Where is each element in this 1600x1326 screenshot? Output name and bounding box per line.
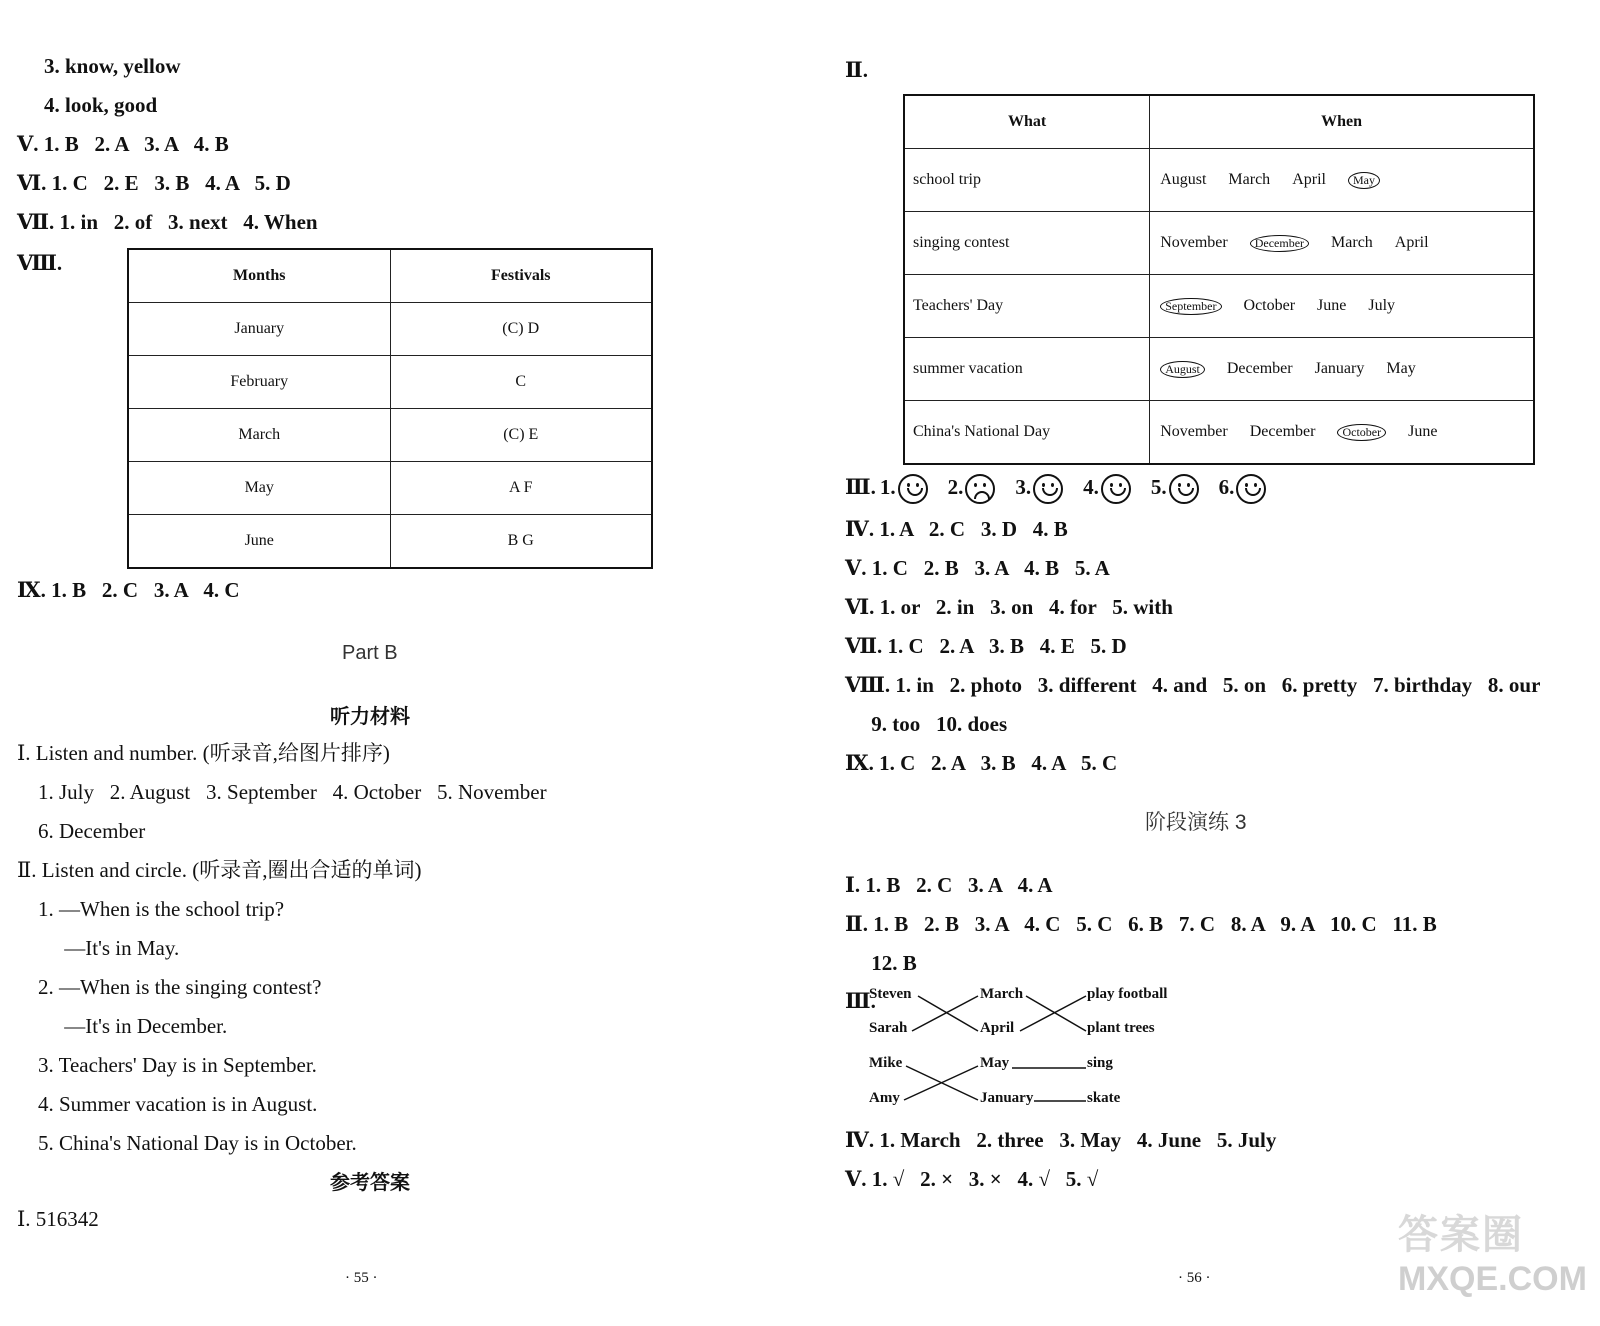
circled-month: August xyxy=(1160,361,1205,378)
what-cell: Teachers' Day xyxy=(904,275,1150,338)
answer-line: Ⅶ. 1. in 2. of 3. next 4. When xyxy=(17,210,318,234)
listening-line: Ⅱ. Listen and circle. (听录音,圈出合适的单词) xyxy=(17,858,422,882)
table-cell: (C) E xyxy=(390,409,652,462)
table-header: Festivals xyxy=(390,249,652,303)
item-number: 1. xyxy=(879,475,896,499)
answer-line: Ⅷ. 1. in 2. photo 3. different 4. and 5. on 6. pretty 7. birthday 8. our xyxy=(845,673,1541,697)
month-option: April xyxy=(1394,234,1429,251)
listening-line: Ⅰ. Listen and number. (听录音,给图片排序) xyxy=(17,741,390,765)
circled-month: September xyxy=(1160,298,1221,315)
answer-line: Ⅰ. 1. B 2. C 3. A 4. A xyxy=(845,873,1053,897)
section-label: Ⅱ. xyxy=(845,58,868,82)
listening-line: 1. —When is the school trip? xyxy=(17,897,285,921)
answer-line: Ⅰ. 516342 xyxy=(17,1207,99,1231)
answer-line: Ⅴ. 1. √ 2. × 3. × 4. √ 5. √ xyxy=(845,1167,1099,1191)
table-cell: January xyxy=(128,303,390,356)
answer-line: Ⅶ. 1. C 2. A 3. B 4. E 5. D xyxy=(845,634,1127,658)
part-title: Part B xyxy=(342,642,398,664)
answer-line: 12. B xyxy=(845,951,917,975)
month-option: November xyxy=(1160,423,1228,440)
answer-line: Ⅷ. xyxy=(17,251,63,275)
month-option: August xyxy=(1160,171,1207,188)
table-cell: C xyxy=(390,356,652,409)
answer-line: Ⅵ. 1. or 2. in 3. on 4. for 5. with xyxy=(845,595,1173,619)
listening-line: 2. —When is the singing contest? xyxy=(17,975,322,999)
month-option: June xyxy=(1408,423,1438,440)
circled-month: October xyxy=(1337,424,1386,441)
month-option: January xyxy=(1314,360,1365,377)
match-name: Sarah xyxy=(869,1020,908,1036)
listening-line: —It's in December. xyxy=(17,1014,228,1038)
item-number: 2. xyxy=(947,475,964,499)
listening-line: 5. China's National Day is in October. xyxy=(17,1131,357,1155)
answer-line: Ⅸ. 1. B 2. C 3. A 4. C xyxy=(17,578,240,602)
match-name: Mike xyxy=(869,1055,903,1071)
match-month: March xyxy=(980,986,1024,1002)
item-number: 5. xyxy=(1150,475,1167,499)
listening-line: 6. December xyxy=(17,819,146,843)
watermark-url: MXQE.COM xyxy=(1398,1260,1587,1298)
answer-line: Ⅵ. 1. C 2. E 3. B 4. A 5. D xyxy=(17,171,291,195)
month-option: December xyxy=(1249,423,1316,440)
page-number: · 56 · xyxy=(1178,1270,1211,1286)
table-header: Months xyxy=(128,249,390,303)
month-option: April xyxy=(1292,171,1326,188)
item-number: 4. xyxy=(1083,475,1099,499)
month-option: November xyxy=(1160,234,1228,251)
answer-line: Ⅳ. 1. March 2. three 3. May 4. June 5. July xyxy=(845,1128,1277,1152)
table-header: When xyxy=(1150,95,1534,149)
match-activity: play football xyxy=(1087,986,1168,1002)
table-cell: (C) D xyxy=(390,303,652,356)
item-number: 3. xyxy=(1015,475,1032,499)
answer-line: Ⅱ. 1. B 2. B 3. A 4. C 5. C 6. B 7. C 8. A 9. A 10. C 11. B xyxy=(845,912,1437,936)
month-option: March xyxy=(1331,234,1373,251)
page-number: · 55 · xyxy=(345,1270,378,1286)
month-option: May xyxy=(1386,360,1416,377)
answer-line: 3. know, yellow xyxy=(44,54,181,78)
listening-line: —It's in May. xyxy=(17,936,180,960)
answer-line: Ⅳ. 1. A 2. C 3. D 4. B xyxy=(845,517,1068,541)
month-option: March xyxy=(1228,171,1271,188)
match-activity: sing xyxy=(1087,1055,1113,1071)
table-header: What xyxy=(904,95,1150,149)
answer-line: Ⅴ. 1. C 2. B 3. A 4. B 5. A xyxy=(845,556,1110,580)
item-number: 6. xyxy=(1218,475,1235,499)
month-option: July xyxy=(1368,297,1396,314)
table-cell: May xyxy=(128,462,390,515)
table-cell: A F xyxy=(390,462,652,515)
match-name: Amy xyxy=(869,1090,900,1106)
answers-title: 参考答案 xyxy=(330,1172,410,1194)
what-cell: China's National Day xyxy=(904,401,1150,465)
listening-line: 4. Summer vacation is in August. xyxy=(17,1092,318,1116)
section-label: Ⅲ. xyxy=(845,989,876,1013)
table-cell: B G xyxy=(390,515,652,569)
match-month: January xyxy=(980,1090,1034,1106)
section-title: 阶段演练 3 xyxy=(1145,811,1247,834)
match-activity: skate xyxy=(1087,1090,1121,1106)
listening-line: 3. Teachers' Day is in September. xyxy=(17,1053,317,1077)
match-month: April xyxy=(980,1020,1015,1036)
table-cell: June xyxy=(128,515,390,569)
match-activity: plant trees xyxy=(1087,1020,1155,1036)
month-option: October xyxy=(1243,297,1296,314)
watermark-logo: 答案圈 xyxy=(1398,1213,1524,1257)
listening-title: 听力材料 xyxy=(330,706,410,728)
match-name: Steven xyxy=(869,986,912,1002)
answer-line: 9. too 10. does xyxy=(845,712,1008,736)
what-cell: school trip xyxy=(904,149,1150,212)
answer-line: Ⅴ. 1. B 2. A 3. A 4. B xyxy=(17,132,229,156)
circled-month: December xyxy=(1250,235,1309,252)
answer-line: 4. look, good xyxy=(44,93,158,117)
answer-line: Ⅸ. 1. C 2. A 3. B 4. A 5. C xyxy=(845,751,1118,775)
circled-month: May xyxy=(1348,172,1380,189)
match-month: May xyxy=(980,1055,1010,1071)
what-cell: singing contest xyxy=(904,212,1150,275)
section-label: Ⅲ. xyxy=(845,475,876,499)
table-cell: February xyxy=(128,356,390,409)
what-cell: summer vacation xyxy=(904,338,1150,401)
month-option: December xyxy=(1226,360,1293,377)
listening-line: 1. July 2. August 3. September 4. October 5. November xyxy=(17,780,547,804)
table-cell: March xyxy=(128,409,390,462)
month-option: June xyxy=(1317,297,1347,314)
